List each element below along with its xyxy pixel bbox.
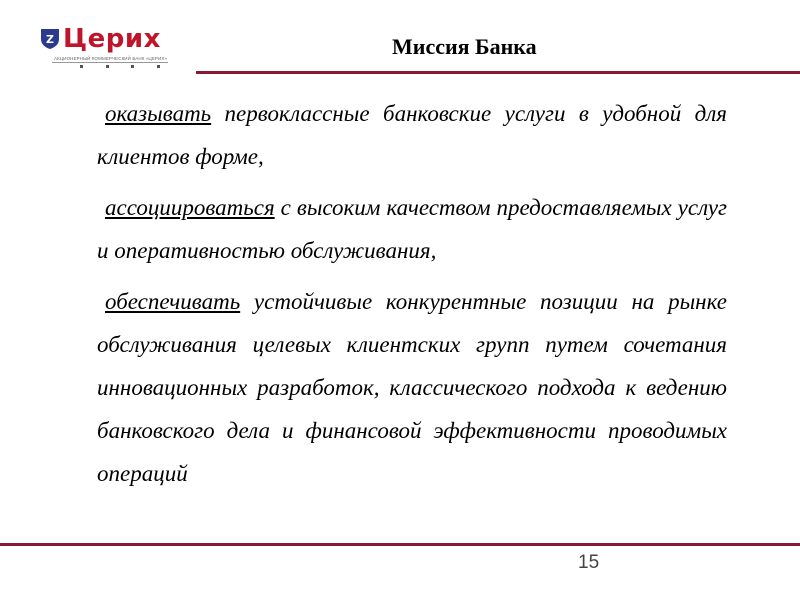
mission-verb: ассоциироваться	[105, 195, 275, 220]
page-title: Миссия Банка	[392, 34, 537, 59]
logo-wordmark: Церих	[63, 24, 161, 54]
mission-text: устойчивые конкурентные позиции на рынке обслуживания целевых клиентских групп путем сочетания инновационных разработок, классического подхода к ведению банковского дела и финансовой эффективности проводимых операций	[97, 289, 727, 486]
bank-logo	[40, 26, 170, 72]
shield-letter: Z	[46, 33, 54, 46]
page-number: 15	[578, 552, 600, 573]
shield-icon	[40, 28, 60, 50]
mission-text: первоклассные банковские услуги в удобной для клиентов форме,	[97, 101, 727, 169]
footer-divider	[0, 543, 800, 546]
mission-item	[97, 92, 727, 178]
logo-dot	[131, 65, 134, 68]
header-divider	[196, 71, 800, 74]
mission-item	[97, 280, 727, 495]
mission-verb: оказывать	[105, 101, 212, 126]
logo-dot	[106, 65, 109, 68]
mission-text: с высоким качеством предоставляемых услуг и оперативностью обслуживания,	[97, 195, 727, 263]
logo-dots	[80, 65, 160, 68]
logo-mark	[40, 26, 170, 52]
logo-dot	[80, 65, 83, 68]
logo-dot	[157, 65, 160, 68]
mission-verb: обеспечивать	[105, 289, 241, 314]
logo-tagline: АКЦИОНЕРНЫЙ КОММЕРЧЕСКИЙ БАНК «ЦЕРИХ»	[54, 56, 168, 61]
mission-item	[97, 186, 727, 272]
mission-list	[97, 92, 727, 503]
logo-underline	[52, 62, 168, 63]
